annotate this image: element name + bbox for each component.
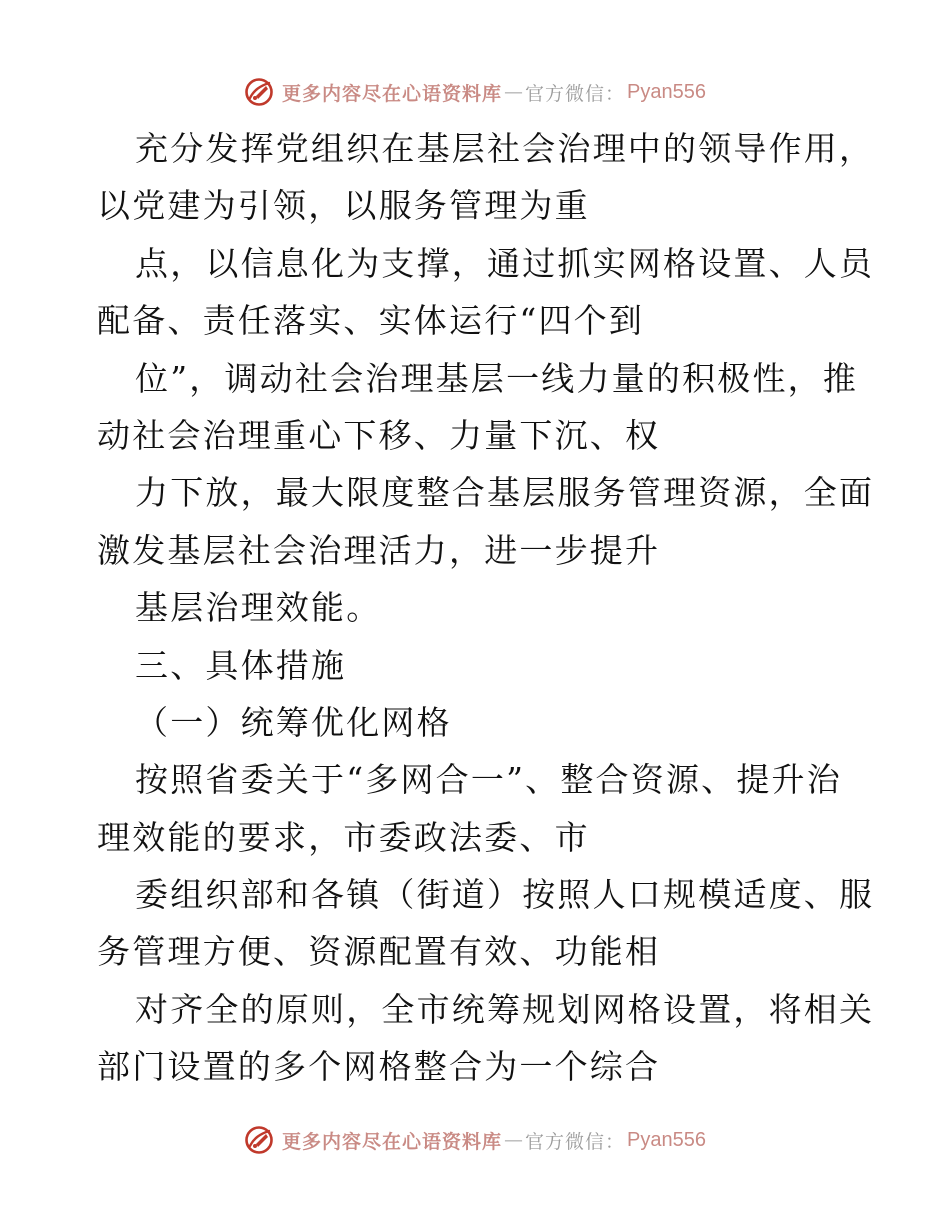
banner-official-label: 官方微信： [525, 1130, 626, 1153]
banner-separator: — [504, 81, 524, 103]
body-line: 力下放，最大限度整合基层服务管理资源，全面 [135, 473, 875, 513]
body-line: 理效能的要求，市委政法委、市 [97, 817, 590, 857]
body-line: 配备、责任落实、实体运行“四个到 [97, 301, 645, 341]
banner-separator: — [504, 1129, 524, 1151]
body-line: 位”，调动社会治理基层一线力量的积极性，推 [135, 358, 859, 398]
banner-brand-text: 更多内容尽在心语资料库 [282, 1130, 503, 1153]
banner-wechat-id: Pyan556 [627, 80, 706, 103]
header-banner [0, 72, 950, 112]
body-line: 动社会治理重心下移、力量下沉、权 [97, 415, 661, 455]
body-line: 务管理方便、资源配置有效、功能相 [97, 932, 661, 972]
banner-brand-text: 更多内容尽在心语资料库 [282, 82, 503, 105]
subsection-heading: （一）统筹优化网格 [135, 702, 452, 742]
banner-official-label: 官方微信： [525, 82, 626, 105]
footer-banner [0, 1120, 950, 1160]
banner-wechat-id: Pyan556 [627, 1128, 706, 1151]
section-heading: 三、具体措施 [135, 645, 347, 685]
document-body [97, 120, 875, 1096]
body-line: 按照省委关于“多网合一”、整合资源、提升治 [135, 760, 842, 800]
body-line: 激发基层社会治理活力，进一步提升 [97, 530, 661, 570]
body-line: 基层治理效能。 [135, 588, 382, 628]
library-logo-icon [244, 77, 274, 107]
library-logo-icon [244, 1125, 274, 1155]
body-line: 点，以信息化为支撑，通过抓实网格设置、人员 [135, 243, 875, 283]
body-line: 对齐全的原则，全市统筹规划网格设置，将相关 [135, 989, 875, 1029]
body-line: 充分发挥党组织在基层社会治理中的领导作用， [135, 129, 875, 168]
body-line: 委组织部和各镇（街道）按照人口规模适度、服 [135, 875, 875, 915]
body-line: 以党建为引领，以服务管理为重 [97, 186, 590, 226]
body-line: 部门设置的多个网格整合为一个综合 [97, 1047, 661, 1087]
